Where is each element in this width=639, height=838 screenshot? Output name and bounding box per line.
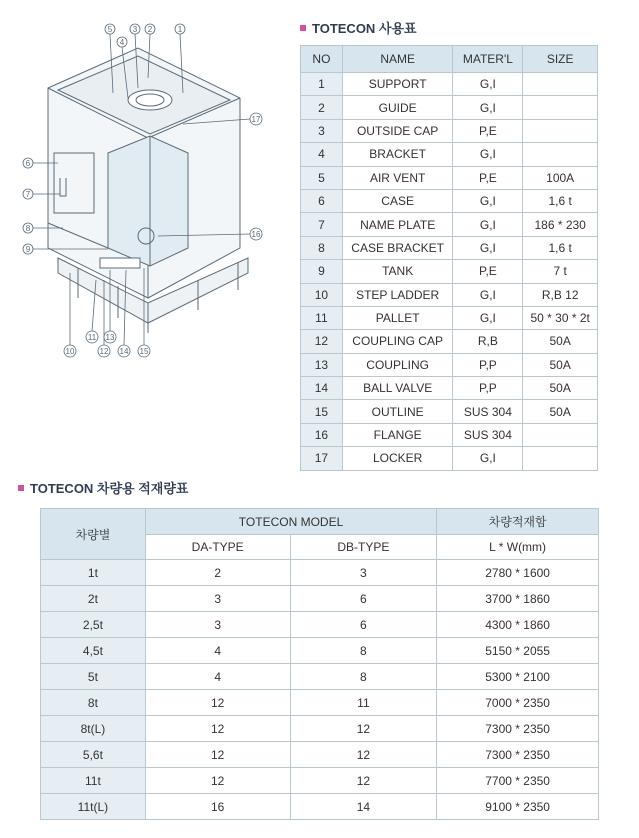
- svg-text:5: 5: [107, 25, 113, 34]
- da-type-count: 16: [145, 794, 290, 820]
- parts-row: [301, 119, 598, 142]
- vehicle-class: 8t(L): [41, 716, 146, 742]
- vehicle-table: [40, 508, 599, 820]
- parts-row: [301, 166, 598, 189]
- parts-row: [301, 143, 598, 166]
- svg-text:14: 14: [119, 347, 129, 356]
- vehicle-row: [41, 560, 599, 586]
- part-name: CASE: [342, 189, 453, 212]
- vehicle-title-text: TOTECON 차량용 적재량표: [30, 481, 189, 496]
- vehicle-class: 11t: [41, 768, 146, 794]
- vehicle-class: 1t: [41, 560, 146, 586]
- part-size: 1,6 t: [523, 236, 598, 259]
- svg-text:16: 16: [251, 230, 261, 239]
- da-type-count: 12: [145, 716, 290, 742]
- db-type-count: 12: [290, 768, 437, 794]
- vehicle-class: 11t(L): [41, 794, 146, 820]
- db-type-count: 3: [290, 560, 437, 586]
- parts-row: [301, 306, 598, 329]
- vehicle-class: 5t: [41, 664, 146, 690]
- part-no: 11: [301, 306, 343, 329]
- part-size: 1,6 t: [523, 189, 598, 212]
- svg-text:4: 4: [119, 38, 125, 47]
- cargo-dimensions: 2780 * 1600: [437, 560, 599, 586]
- cargo-dimensions: 7300 * 2350: [437, 742, 599, 768]
- da-type-count: 3: [145, 586, 290, 612]
- cargo-dimensions: 7300 * 2350: [437, 716, 599, 742]
- svg-text:10: 10: [65, 347, 75, 356]
- part-no: 6: [301, 189, 343, 212]
- da-type-count: 2: [145, 560, 290, 586]
- bullet-icon: [300, 25, 306, 31]
- part-size: [523, 143, 598, 166]
- parts-row: [301, 283, 598, 306]
- part-material: G,I: [453, 306, 523, 329]
- part-name: CASE BRACKET: [342, 236, 453, 259]
- part-material: P,E: [453, 260, 523, 283]
- svg-text:13: 13: [105, 333, 115, 342]
- vehicle-row: [41, 794, 599, 820]
- part-name: SUPPORT: [342, 73, 453, 96]
- part-size: [523, 73, 598, 96]
- part-material: G,I: [453, 73, 523, 96]
- cargo-dimensions: 5300 * 2100: [437, 664, 599, 690]
- part-size: R,B 12: [523, 283, 598, 306]
- svg-text:6: 6: [25, 159, 31, 168]
- svg-text:17: 17: [251, 115, 261, 124]
- db-type-count: 6: [290, 612, 437, 638]
- svg-text:15: 15: [139, 347, 149, 356]
- parts-row: [301, 73, 598, 96]
- part-name: STEP LADDER: [342, 283, 453, 306]
- da-type-count: 12: [145, 742, 290, 768]
- svg-text:12: 12: [99, 347, 109, 356]
- header-db-type: DB-TYPE: [290, 535, 437, 560]
- da-type-count: 3: [145, 612, 290, 638]
- parts-title-text: TOTECON 사용표: [312, 21, 417, 36]
- part-size: 50 * 30 * 2t: [523, 306, 598, 329]
- part-size: 7 t: [523, 260, 598, 283]
- parts-row: [301, 423, 598, 446]
- part-name: OUTSIDE CAP: [342, 119, 453, 142]
- part-no: 13: [301, 353, 343, 376]
- part-no: 12: [301, 330, 343, 353]
- part-size: 100A: [523, 166, 598, 189]
- da-type-count: 4: [145, 664, 290, 690]
- part-name: TANK: [342, 260, 453, 283]
- parts-row: [301, 96, 598, 119]
- part-material: P,P: [453, 353, 523, 376]
- vehicle-table-title: [18, 478, 188, 497]
- part-material: SUS 304: [453, 400, 523, 423]
- totecon-diagram: [18, 18, 280, 363]
- part-material: G,I: [453, 189, 523, 212]
- vehicle-row: [41, 586, 599, 612]
- part-size: 50A: [523, 377, 598, 400]
- da-type-count: 12: [145, 768, 290, 794]
- da-type-count: 4: [145, 638, 290, 664]
- header-material: MATER'L: [453, 46, 523, 73]
- db-type-count: 11: [290, 690, 437, 716]
- part-material: G,I: [453, 236, 523, 259]
- db-type-count: 8: [290, 638, 437, 664]
- part-material: R,B: [453, 330, 523, 353]
- part-name: OUTLINE: [342, 400, 453, 423]
- part-size: [523, 96, 598, 119]
- part-material: SUS 304: [453, 423, 523, 446]
- part-no: 8: [301, 236, 343, 259]
- part-material: G,I: [453, 143, 523, 166]
- part-name: COUPLING CAP: [342, 330, 453, 353]
- part-no: 5: [301, 166, 343, 189]
- part-size: 50A: [523, 353, 598, 376]
- parts-row: [301, 260, 598, 283]
- vehicle-class: 8t: [41, 690, 146, 716]
- vehicle-row: [41, 716, 599, 742]
- part-size: [523, 447, 598, 470]
- bullet-icon: [18, 485, 24, 491]
- part-name: GUIDE: [342, 96, 453, 119]
- part-no: 16: [301, 423, 343, 446]
- svg-text:11: 11: [87, 333, 97, 342]
- part-name: BRACKET: [342, 143, 453, 166]
- vehicle-class: 2,5t: [41, 612, 146, 638]
- part-material: G,I: [453, 283, 523, 306]
- header-model: TOTECON MODEL: [145, 509, 436, 535]
- part-name: LOCKER: [342, 447, 453, 470]
- part-material: G,I: [453, 447, 523, 470]
- parts-row: [301, 447, 598, 470]
- part-no: 14: [301, 377, 343, 400]
- parts-row: [301, 330, 598, 353]
- parts-row: [301, 236, 598, 259]
- vehicle-class: 2t: [41, 586, 146, 612]
- vehicle-row: [41, 768, 599, 794]
- part-material: P,E: [453, 119, 523, 142]
- cargo-dimensions: 3700 * 1860: [437, 586, 599, 612]
- db-type-count: 12: [290, 716, 437, 742]
- part-material: G,I: [453, 213, 523, 236]
- part-size: 50A: [523, 400, 598, 423]
- vehicle-row: [41, 690, 599, 716]
- db-type-count: 6: [290, 586, 437, 612]
- parts-row: [301, 377, 598, 400]
- db-type-count: 12: [290, 742, 437, 768]
- part-name: PALLET: [342, 306, 453, 329]
- cargo-dimensions: 5150 * 2055: [437, 638, 599, 664]
- svg-text:1: 1: [177, 25, 183, 34]
- part-no: 3: [301, 119, 343, 142]
- part-no: 10: [301, 283, 343, 306]
- part-no: 15: [301, 400, 343, 423]
- header-name: NAME: [342, 46, 453, 73]
- cargo-dimensions: 7000 * 2350: [437, 690, 599, 716]
- part-no: 4: [301, 143, 343, 166]
- cargo-dimensions: 4300 * 1860: [437, 612, 599, 638]
- part-name: FLANGE: [342, 423, 453, 446]
- part-name: COUPLING: [342, 353, 453, 376]
- header-vehicle: 차량별: [41, 509, 146, 560]
- part-size: 186 * 230: [523, 213, 598, 236]
- db-type-count: 8: [290, 664, 437, 690]
- header-no: NO: [301, 46, 343, 73]
- part-size: [523, 423, 598, 446]
- cargo-dimensions: 9100 * 2350: [437, 794, 599, 820]
- vehicle-row: [41, 612, 599, 638]
- parts-row: [301, 189, 598, 212]
- header-da-type: DA-TYPE: [145, 535, 290, 560]
- svg-text:8: 8: [25, 224, 31, 233]
- da-type-count: 12: [145, 690, 290, 716]
- svg-text:9: 9: [25, 245, 31, 254]
- vehicle-row: [41, 742, 599, 768]
- header-capacity: 차량적재함: [437, 509, 599, 535]
- part-size: 50A: [523, 330, 598, 353]
- part-no: 17: [301, 447, 343, 470]
- vehicle-row: [41, 638, 599, 664]
- vehicle-class: 4,5t: [41, 638, 146, 664]
- part-no: 2: [301, 96, 343, 119]
- vehicle-row: [41, 664, 599, 690]
- parts-row: [301, 213, 598, 236]
- parts-table: [300, 45, 598, 471]
- part-size: [523, 119, 598, 142]
- part-no: 7: [301, 213, 343, 236]
- parts-header-row: [301, 46, 598, 73]
- svg-text:3: 3: [132, 25, 138, 34]
- header-dimensions: L * W(mm): [437, 535, 599, 560]
- part-no: 9: [301, 260, 343, 283]
- part-material: P,E: [453, 166, 523, 189]
- header-size: SIZE: [523, 46, 598, 73]
- cargo-dimensions: 7700 * 2350: [437, 768, 599, 794]
- parts-table-title: [300, 18, 417, 37]
- part-material: G,I: [453, 96, 523, 119]
- callout-10: [64, 273, 76, 357]
- parts-row: [301, 353, 598, 376]
- part-name: AIR VENT: [342, 166, 453, 189]
- vehicle-class: 5,6t: [41, 742, 146, 768]
- part-name: BALL VALVE: [342, 377, 453, 400]
- svg-text:2: 2: [147, 25, 153, 34]
- part-no: 1: [301, 73, 343, 96]
- parts-row: [301, 400, 598, 423]
- db-type-count: 14: [290, 794, 437, 820]
- svg-text:7: 7: [25, 190, 31, 199]
- part-name: NAME PLATE: [342, 213, 453, 236]
- part-material: P,P: [453, 377, 523, 400]
